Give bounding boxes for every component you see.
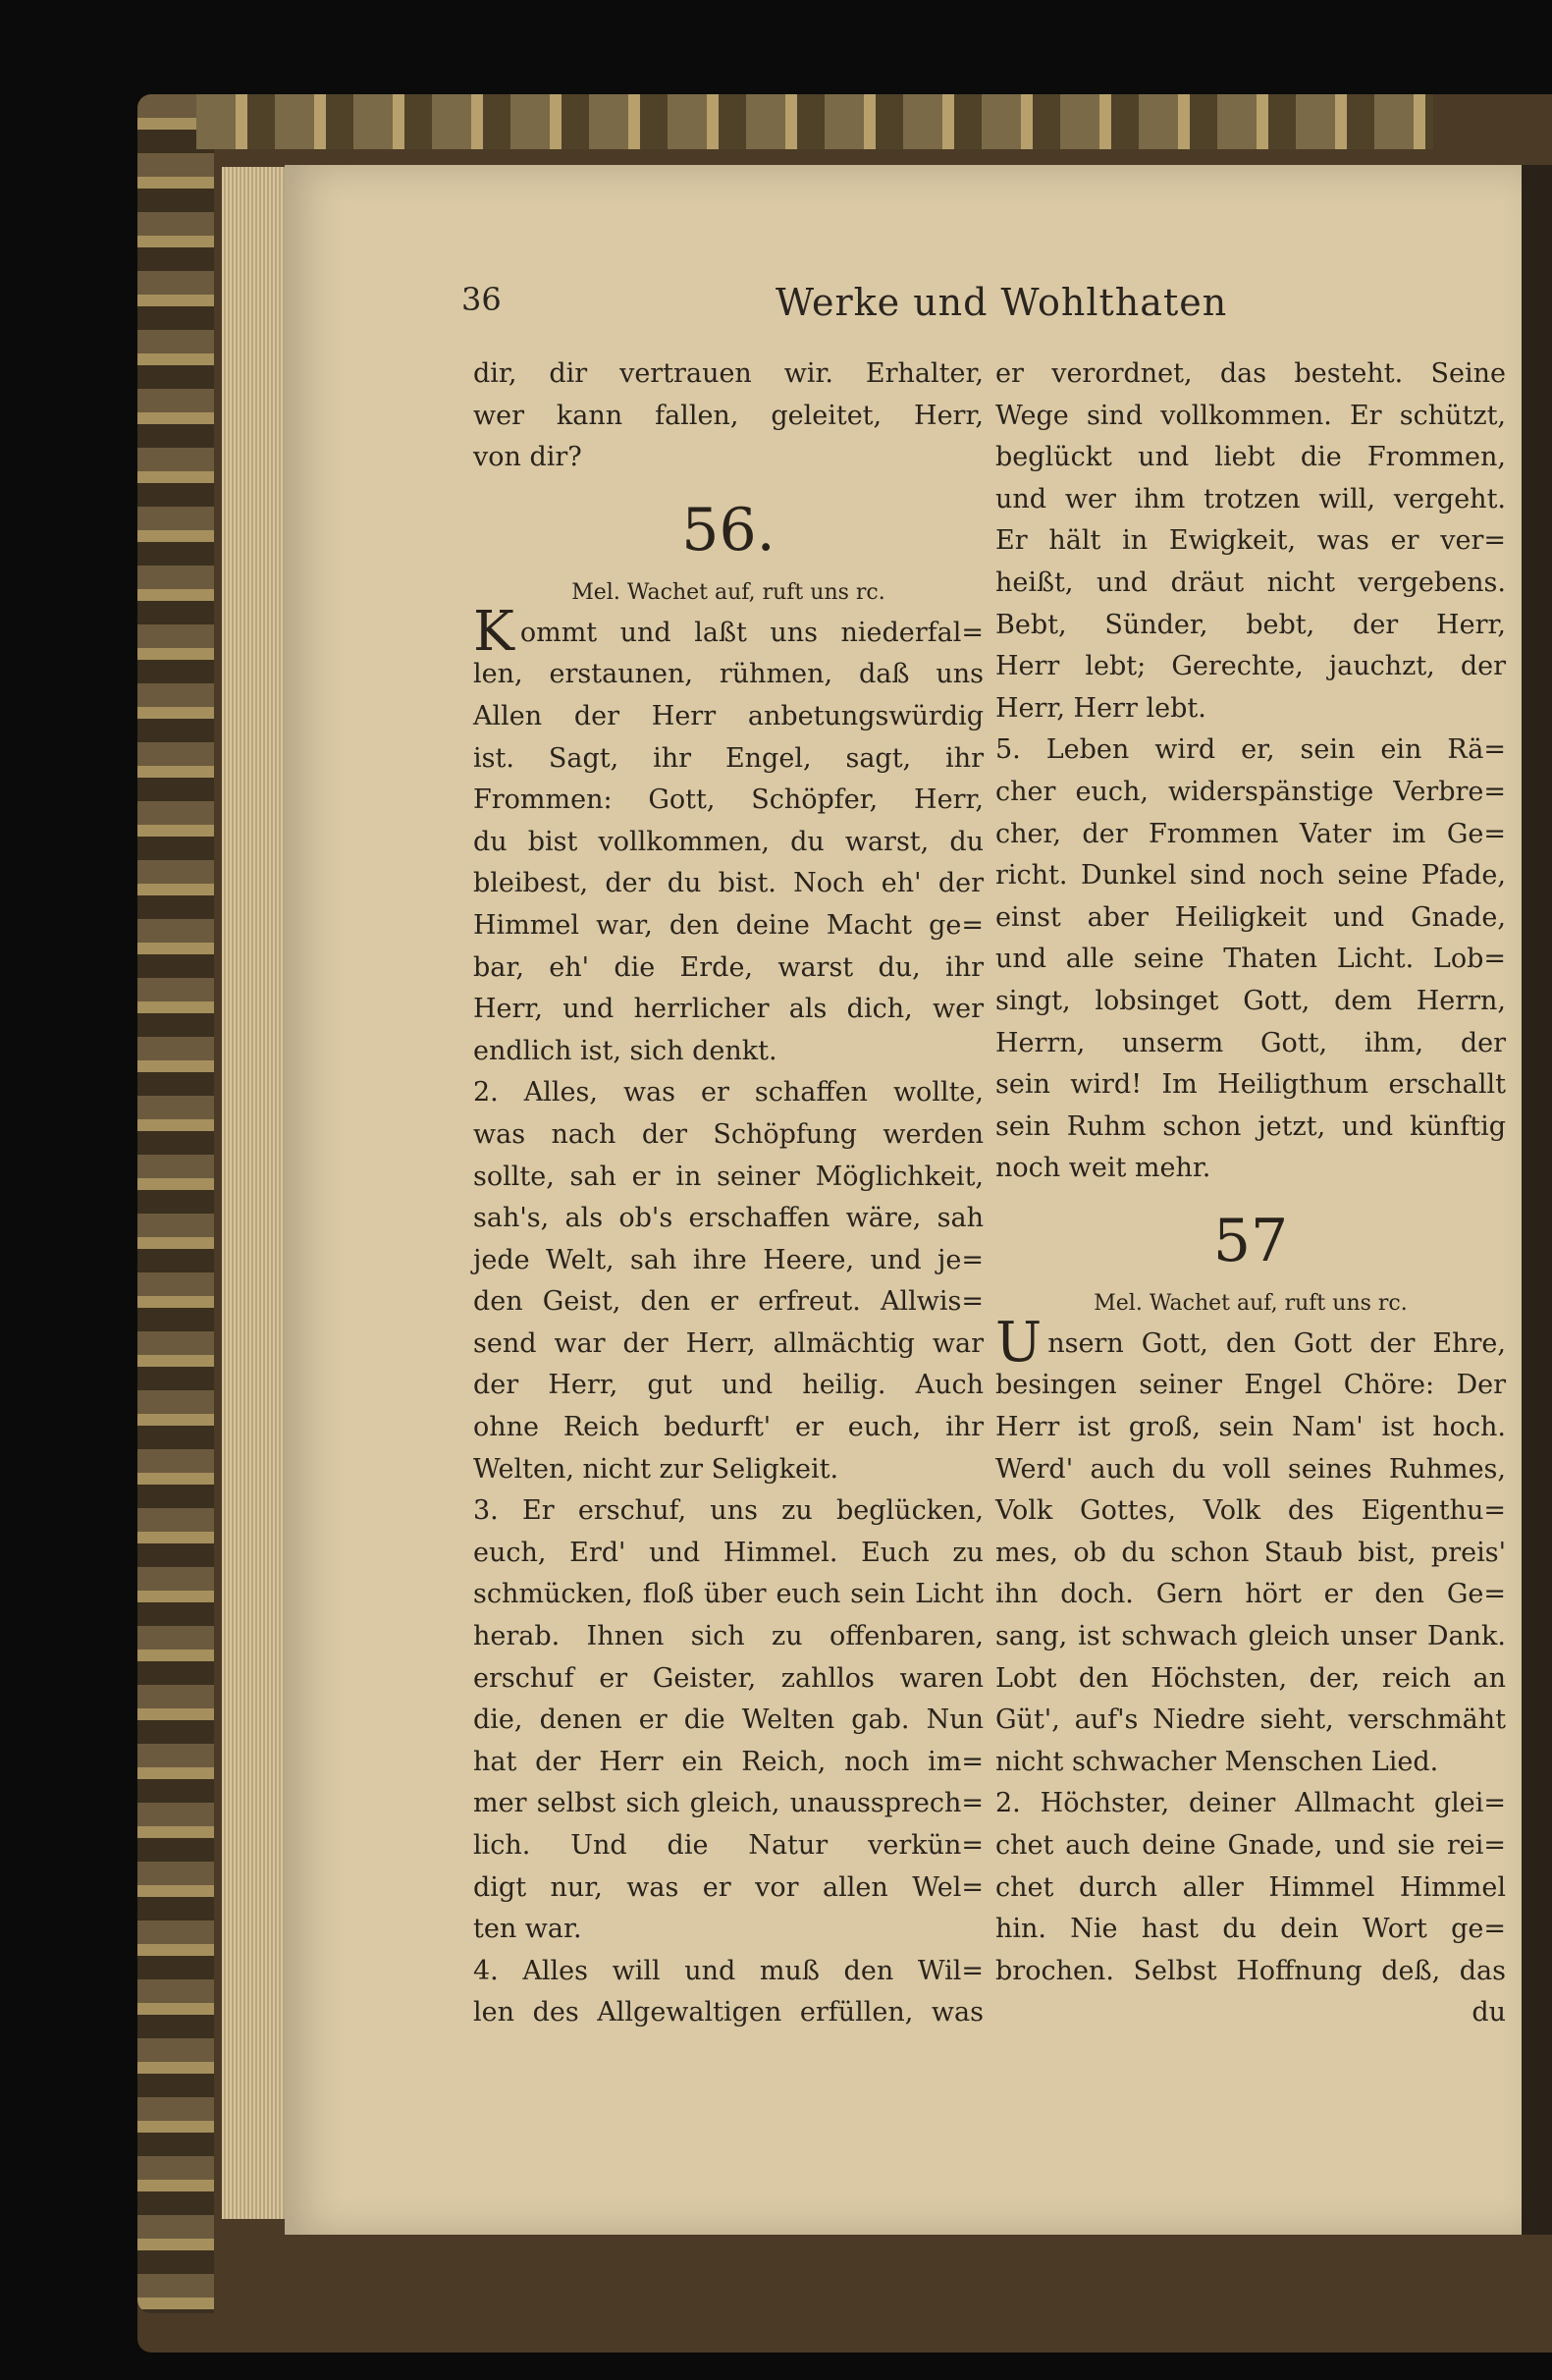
text-line: ist. Sagt, ihr Engel, sagt, ihr [473,742,984,774]
text-line: ommt und laßt uns niederfal= [519,617,984,648]
header-title: Werke und Wohlthaten [776,281,1228,324]
text-line: wer kann fallen, geleitet, Herr, [473,400,984,431]
text-line: endlich ist, sich denkt. [473,1035,777,1066]
text-line: ohne Reich bedurft' er euch, ihr [473,1412,984,1443]
text-line: Lobt den Höchsten, der, reich an [995,1662,1506,1694]
text-line: hat der Herr ein Reich, noch im= [473,1746,984,1777]
text-line: 2. Alles, was er schaffen wollte, [473,1077,984,1109]
text-line: Herr ist groß, sein Nam' ist hoch. [995,1412,1506,1443]
page-number: 36 [461,281,502,318]
text-line: sollte, sah er in seiner Möglichkeit, [473,1161,984,1192]
text-line: und alle seine Thaten Licht. Lob= [995,944,1506,975]
text-line: und wer ihm trotzen will, vergeht. [995,483,1506,514]
text-line: Wege sind vollkommen. Er schützt, [995,400,1506,431]
text-line: mer selbst sich gleich, unaussprech= [473,1788,984,1819]
text-line: Frommen: Gott, Schöpfer, Herr, [473,784,984,816]
text-line: erschuf er Geister, zahllos waren [473,1662,984,1694]
text-line: der Herr, gut und heilig. Auch [473,1370,984,1401]
text-line: Werd' auch du voll seines Ruhmes, [995,1453,1506,1485]
text-line: cher euch, widerspänstige Verbre= [995,776,1506,807]
drop-cap: K [473,599,514,664]
text-line: jede Welt, sah ihre Heere, und je= [473,1244,984,1275]
text-line: chet durch aller Himmel Himmel [995,1871,1506,1903]
text-line: len, erstaunen, rühmen, daß uns [473,659,984,690]
text-line: dir, dir vertrauen wir. Erhalter, [473,358,984,389]
text-line: bar, eh' die Erde, warst du, ihr [473,951,984,983]
text-line: 2. Höchster, deiner Allmacht glei= [995,1788,1506,1819]
page-edges [222,167,291,2219]
text-line: einst aber Heiligkeit und Gnade, [995,901,1506,933]
page-gutter-shadow [1522,165,1552,2235]
text-line: sang, ist schwach gleich unser Dank. [995,1621,1506,1652]
text-line: brochen. Selbst Hoffnung deß, das [995,1955,1506,1986]
melody-line: Mel. Wachet auf, ruft uns rc. [571,579,885,605]
text-line: len des Allgewaltigen erfüllen, was [473,1997,984,2028]
text-line: euch, Erd' und Himmel. Euch zu [473,1537,984,1568]
left-lines-after [473,599,984,2034]
text-line: sein Ruhm schon jetzt, und künftig [995,1110,1506,1142]
text-line: 3. Er erschuf, uns zu beglücken, [473,1495,984,1527]
decorative-spine-border [137,94,214,2313]
right-lines-before [995,353,1506,1190]
text-line: Volk Gottes, Volk des Eigenthu= [995,1495,1506,1527]
text-line: cher, der Frommen Vater im Ge= [995,818,1506,849]
text-line: ihn doch. Gern hört er den Ge= [995,1579,1506,1610]
decorative-top-border [196,94,1433,149]
text-line: schmücken, floß über euch sein Licht [473,1579,984,1610]
text-line: besingen seiner Engel Chöre: Der [995,1370,1506,1401]
text-line: heißt, und dräut nicht vergebens. [995,567,1506,598]
text-line: 4. Alles will und muß den Wil= [473,1955,984,1986]
text-line: 5. Leben wird er, sein ein Rä= [995,734,1506,766]
text-line: mes, ob du schon Staub bist, preis' [995,1537,1506,1568]
text-line: du bist vollkommen, du warst, du [473,826,984,857]
text-line: Herr lebt; Gerechte, jauchzt, der [995,651,1506,682]
text-line: nsern Gott, den Gott der Ehre, [1047,1327,1506,1359]
text-line: hin. Nie hast du dein Wort ge= [995,1914,1506,1945]
text-line: von dir? [473,442,582,473]
text-line: er verordnet, das besteht. Seine [995,358,1506,389]
left-column [473,353,984,2034]
left-lines-before [473,353,984,479]
melody-line: Mel. Wachet auf, ruft uns rc. [1094,1290,1408,1316]
text-line: die, denen er die Welten gab. Nun [473,1704,984,1736]
text-line: Allen der Herr anbetungswürdig [473,700,984,731]
text-line: sein wird! Im Heiligthum erschallt [995,1069,1506,1101]
right-column [995,353,1506,2034]
text-line: herab. Ihnen sich zu offenbaren, [473,1621,984,1652]
text-line: Herrn, unserm Gott, ihm, der [995,1027,1506,1058]
text-line: noch weit mehr. [995,1153,1211,1184]
text-line: den Geist, den er erfreut. Allwis= [473,1286,984,1318]
drop-cap: U [995,1310,1043,1375]
text-line: send war der Herr, allmächtig war [473,1327,984,1359]
text-line: chet auch deine Gnade, und sie rei= [995,1830,1506,1861]
text-line: singt, lobsinget Gott, dem Herrn, [995,985,1506,1016]
catchword: du [1472,1997,1506,2028]
text-line: nicht schwacher Menschen Lied. [995,1746,1439,1777]
text-line: Welten, nicht zur Seligkeit. [473,1453,839,1485]
text-line: Er hält in Ewigkeit, was er ver= [995,525,1506,557]
running-head [461,281,1502,340]
text-line: Bebt, Sünder, bebt, der Herr, [995,609,1506,640]
hymn-number: 56. [681,495,776,565]
text-line: was nach der Schöpfung werden [473,1118,984,1150]
text-line: lich. Und die Natur verkün= [473,1830,984,1861]
right-lines-after [995,1310,1506,2034]
text-line: richt. Dunkel sind noch seine Pfade, [995,860,1506,892]
text-line: Himmel war, den deine Macht ge= [473,909,984,941]
text-line: bleibest, der du bist. Noch eh' der [473,868,984,899]
text-line: ten war. [473,1914,582,1945]
text-line: beglückt und liebt die Frommen, [995,442,1506,473]
text-line: sah's, als ob's erschaffen wäre, sah [473,1203,984,1234]
text-line: digt nur, was er vor allen Wel= [473,1871,984,1903]
text-line: Herr, Herr lebt. [995,692,1206,724]
text-line: Herr, und herrlicher als dich, wer [473,994,984,1025]
text-line: Güt', auf's Niedre sieht, verschmäht [995,1704,1506,1736]
hymn-number: 57 [1212,1206,1289,1275]
